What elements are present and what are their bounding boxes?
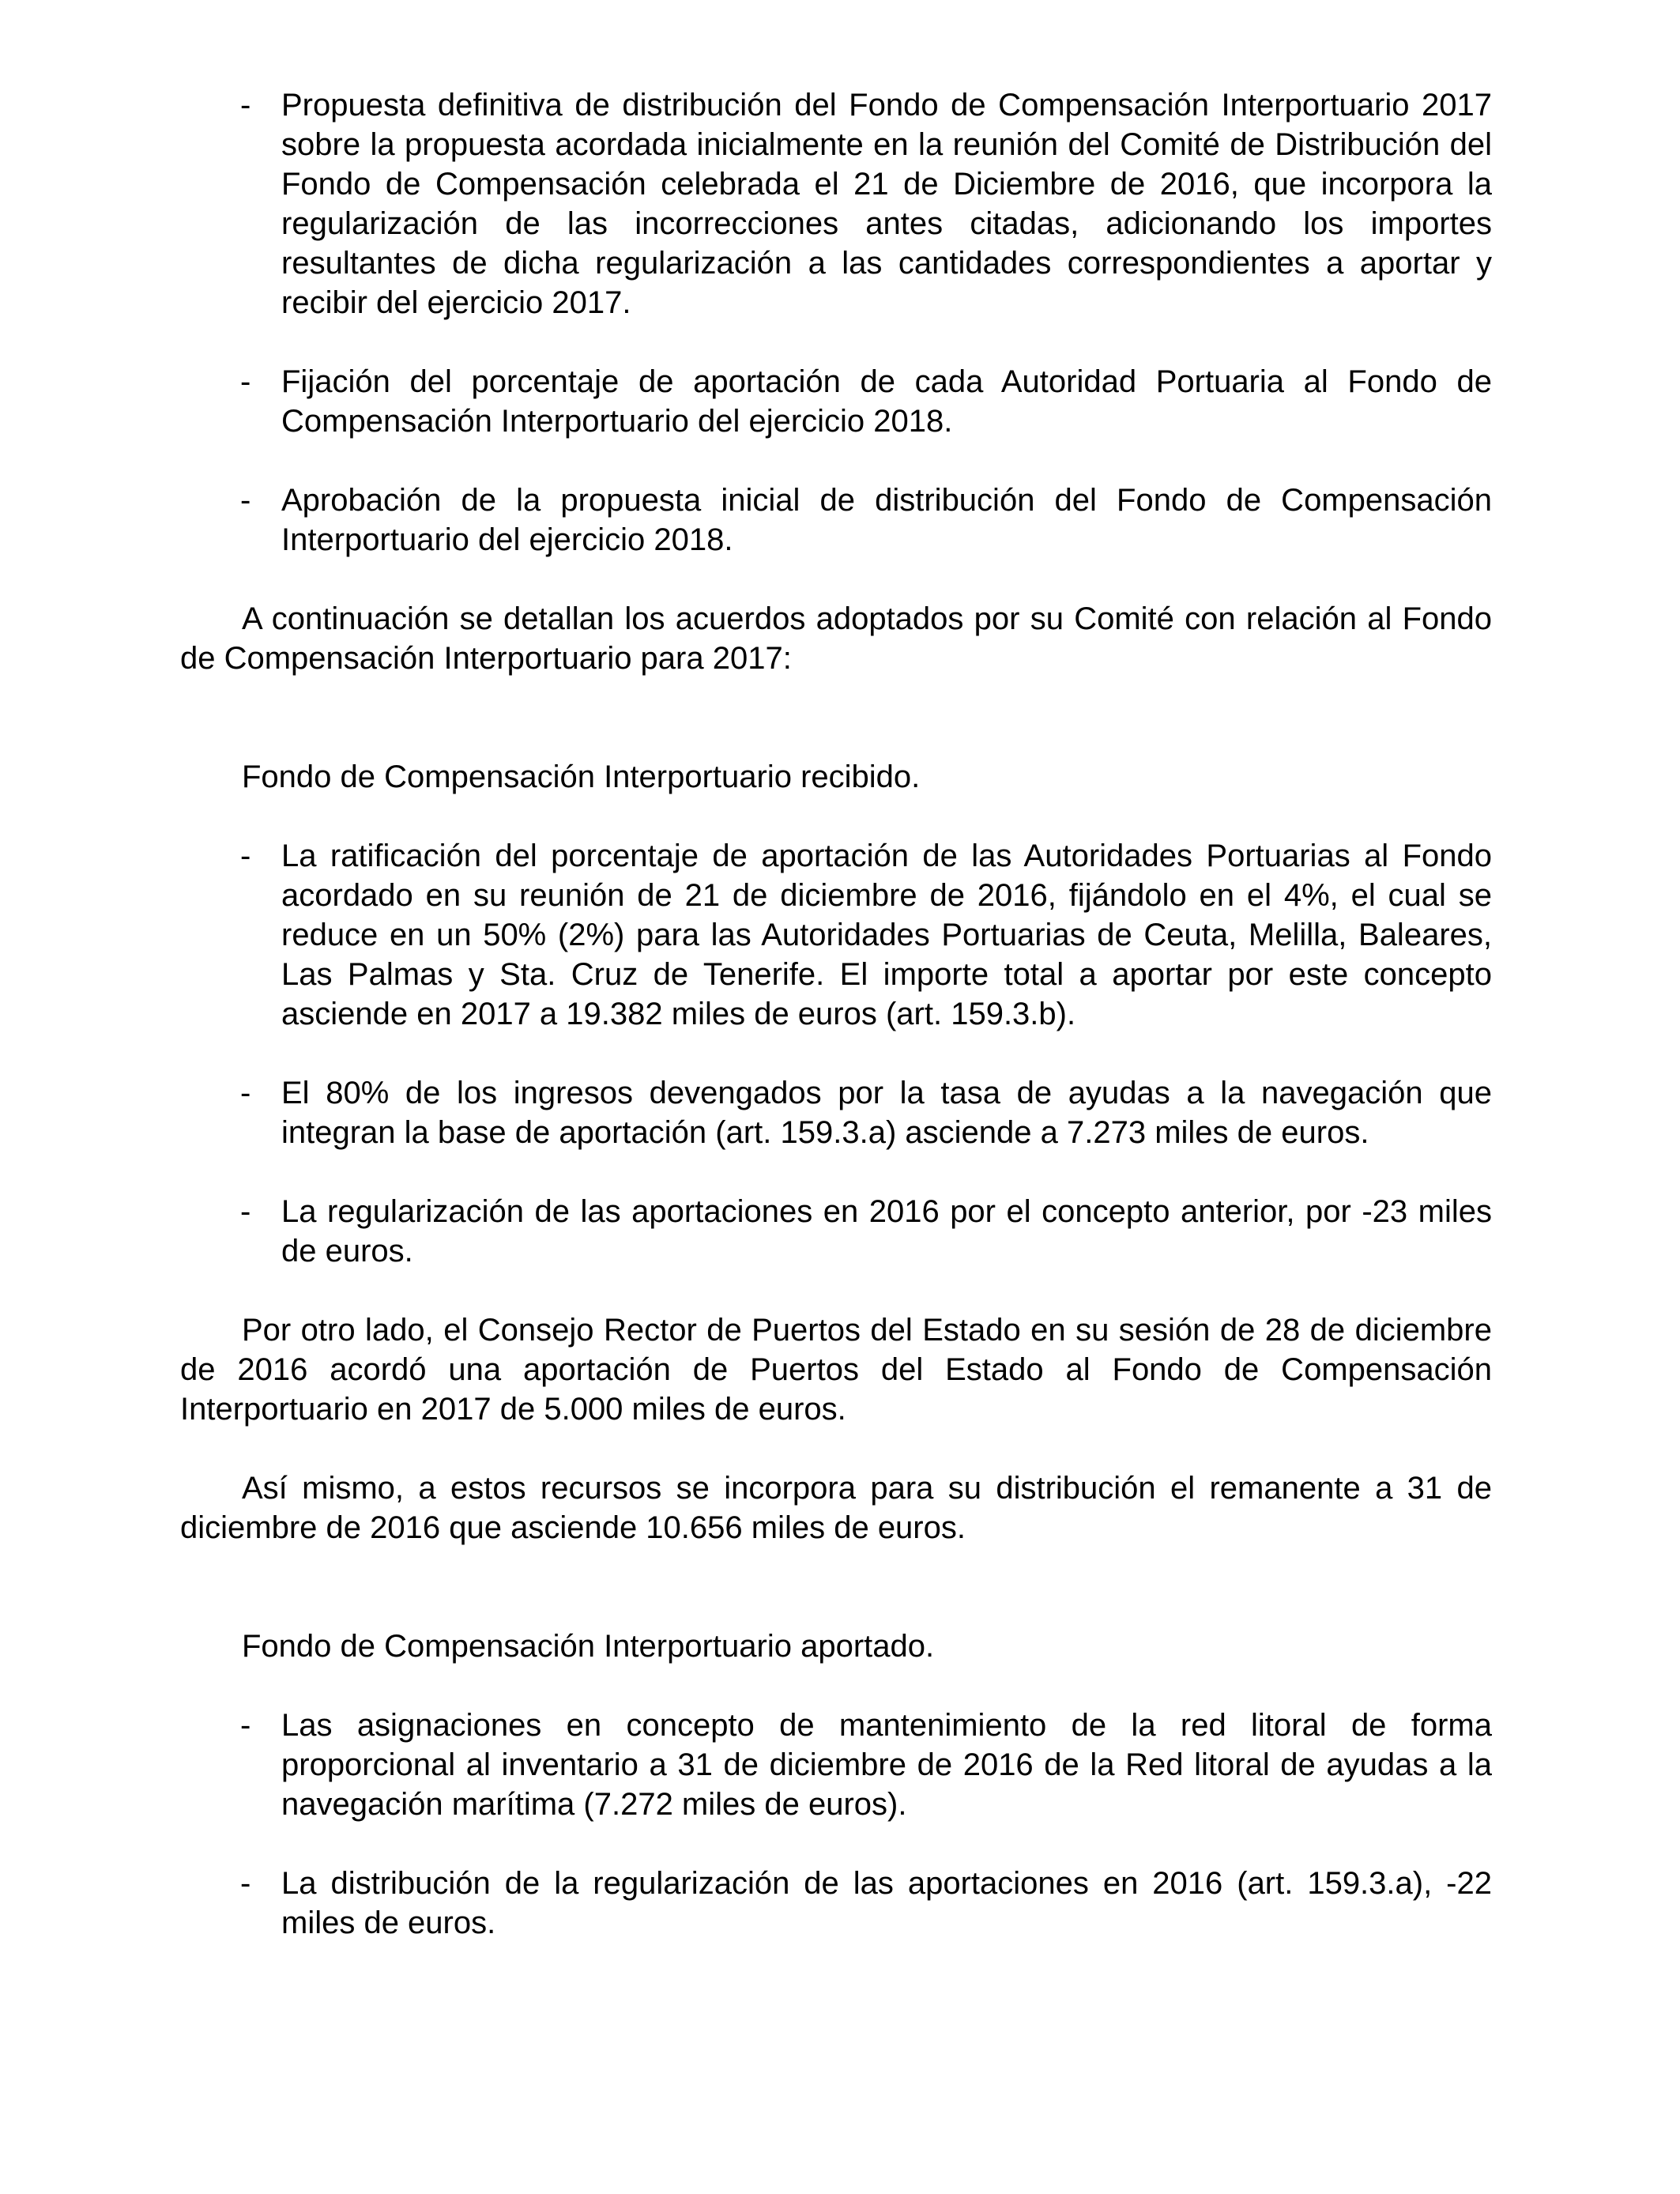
received-bullet-ratification — [180, 836, 1492, 1034]
bullet-text: La ratificación del porcentaje de aportación de las Autoridades Portuarias al Fondo acordado en su reunión de 21 de diciembre de 2016, fijándolo en el 4%, el cual se reduce en un 50% (2%) para las Autoridades Portuarias de Ceuta, Melilla, Baleares, Las Palmas y Sta. Cruz de Tenerife. El importe total a aportar por este concepto asciende en 2017 a 19.382 miles de euros (art. 159.3.b). — [281, 839, 1492, 1031]
bullet-text: Propuesta definitiva de distribución del Fondo de Compensación Interportuario 2017 sobre la propuesta acordada inicialmente en la reunión del Comité de Distribución del Fondo de Compensación celebrada el 21 de Diciembre de 2016, que incorpora la regularización de las incorrecciones antes citadas, adicionando los importes resultantes de dicha regularización a las cantidades correspondientes a aportar y recibir del ejercicio 2017. — [281, 88, 1492, 320]
document-content — [180, 85, 1492, 1943]
received-paragraph-remanente: Así mismo, a estos recursos se incorpora para su distribución el remanente a 31 de diciembre de 2016 que asciende 10.656 miles de euros. — [180, 1471, 1492, 1545]
section-heading-received: Fondo de Compensación Interportuario recibido. — [242, 760, 921, 794]
bullet-text: La regularización de las aportaciones en 2016 por el concepto anterior, por -23 miles de euros. — [281, 1194, 1492, 1269]
received-paragraph-consejo-rector: Por otro lado, el Consejo Rector de Puertos del Estado en su sesión de 28 de diciembre de 2016 acordó una aportación de Puertos del Estado al Fondo de Compensación Interportuario en 2017 de 5.000 miles de euros. — [180, 1313, 1492, 1427]
bullet-dash: - — [240, 1866, 251, 1901]
bullet-dash: - — [240, 364, 251, 399]
bullet-dash: - — [240, 1076, 251, 1110]
bullet-text: Las asignaciones en concepto de mantenimiento de la red litoral de forma proporcional al inventario a 31 de diciembre de 2016 de la Red litoral de ayudas a la navegación marítima (7.272 miles de euros). — [281, 1708, 1492, 1822]
intro-bullet-percentage-2018 — [180, 362, 1492, 441]
bullet-dash: - — [240, 1194, 251, 1229]
bullet-text: El 80% de los ingresos devengados por la tasa de ayudas a la navegación que integran la base de aportación (art. 159.3.a) asciende a 7.273 miles de euros. — [281, 1076, 1492, 1150]
intro-bullet-definitive-proposal — [180, 85, 1492, 322]
intro-paragraph: A continuación se detallan los acuerdos adoptados por su Comité con relación al Fondo de Compensación Interportuario para 2017: — [180, 601, 1492, 676]
bullet-dash: - — [240, 88, 251, 123]
received-bullet-navigation-fee — [180, 1073, 1492, 1152]
bullet-dash: - — [240, 483, 251, 518]
contributed-bullet-regularization — [180, 1864, 1492, 1943]
bullet-text: Fijación del porcentaje de aportación de cada Autoridad Portuaria al Fondo de Compensación Interportuario del ejercicio 2018. — [281, 364, 1492, 439]
intro-bullet-initial-proposal-2018 — [180, 481, 1492, 560]
bullet-dash: - — [240, 1708, 251, 1743]
bullet-text: La distribución de la regularización de las aportaciones en 2016 (art. 159.3.a), -22 miles de euros. — [281, 1866, 1492, 1940]
section-heading-contributed: Fondo de Compensación Interportuario aportado. — [242, 1629, 935, 1664]
bullet-text: Aprobación de la propuesta inicial de distribución del Fondo de Compensación Interportuario del ejercicio 2018. — [281, 483, 1492, 557]
contributed-bullet-maintenance — [180, 1706, 1492, 1824]
received-bullet-regularization — [180, 1192, 1492, 1271]
bullet-dash: - — [240, 839, 251, 873]
